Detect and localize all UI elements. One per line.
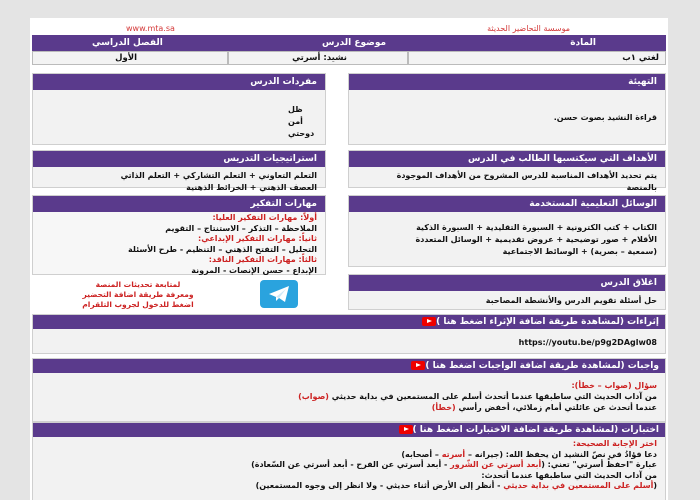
vocab-item: أمن	[288, 117, 303, 126]
thinking-heading: ثالثاً: مهارات التفكير الناقد:	[208, 255, 317, 264]
vocab-box	[32, 73, 326, 145]
site-url[interactable]: www.mta.sa	[126, 24, 175, 33]
topic-value: نشيد: أسرتي	[228, 51, 408, 65]
tests-instruction: اختر الإجابة الصحيحة:	[572, 439, 657, 448]
thinking-heading: ثانياً: مهارات التفكير الإبداعي:	[198, 234, 317, 243]
thinking-line: الملاحظة – التذكر – الاستنتاج – التقويم	[165, 223, 317, 233]
telegram-promo[interactable]	[78, 280, 198, 310]
intro-text: قراءة النشيد بصوت حسن.	[553, 113, 657, 122]
thinking-line: التحليل – التفتح الذهني – التنظيم - طرح الأسئلة	[128, 244, 317, 254]
promo-line: اضغط للدخول لجروب التلقرام	[82, 300, 194, 309]
vocab-item: دوحتي	[288, 129, 315, 138]
tools-line: الأقلام + صور توضيحية + عروض تقديمية + الوسائل المتعددة	[415, 235, 657, 244]
test-question: (أسلم على المستمعين في بداية حديثي - أنظر إلى الأرض أثناء حديثي - ولا انظر إلى وجوه المستمعين)	[255, 481, 657, 490]
youtube-icon[interactable]	[399, 425, 413, 434]
intro-title: التهيئة	[349, 74, 665, 90]
strategies-line: التعلم التعاوني + التعلم التشاركي + التعلم الذاتي	[120, 171, 317, 180]
answer-label: (خطأ)	[431, 403, 456, 412]
homework-title[interactable]: واجبات (لمشاهدة طريقة اضافة الواجبات اضغط هنا )	[425, 361, 659, 371]
youtube-icon[interactable]	[422, 317, 436, 326]
vocab-title: مفردات الدرس	[33, 74, 325, 90]
term-label: الفصل الدراسي	[92, 38, 163, 48]
thinking-box	[32, 195, 326, 275]
strategies-box	[32, 150, 326, 192]
promo-line: لمتابعة تحديثات المنصة	[95, 280, 181, 289]
subject-value: لغتي ١ب	[408, 51, 666, 65]
enrichment-box	[32, 314, 666, 354]
subject-label: المادة	[570, 38, 596, 48]
lesson-plan-page	[30, 18, 668, 500]
enrichment-title[interactable]: إثراءات (لمشاهدة طريقة اضافة الإثراء اضغط هنا )	[436, 317, 659, 327]
youtube-icon[interactable]	[411, 361, 425, 370]
term-value: الأول	[32, 51, 228, 65]
closing-title: اغلاق الدرس	[349, 275, 665, 291]
goals-box	[348, 150, 666, 192]
header-labels-bar	[32, 35, 666, 51]
vocab-item: ظل	[288, 105, 303, 114]
goals-title: الأهداف التي سيكتسبها الطالب في الدرس	[349, 151, 665, 167]
homework-question: عندما أتحدث عن عائلتي أمام زملائي، أخفض رأسي (خطأ)	[431, 403, 657, 412]
telegram-icon[interactable]	[260, 280, 298, 308]
closing-box	[348, 274, 666, 310]
tools-box	[348, 195, 666, 267]
tools-title: الوسائل التعليمية المستخدمة	[349, 196, 665, 212]
tools-line: الكتاب + كتب الكترونية + السبورة التقليدية + السبورة الذكية	[416, 223, 657, 232]
thinking-line: الإبداع - حسن الإنصات - المرونة	[191, 265, 317, 275]
homework-box	[32, 358, 666, 422]
test-question: من آداب الحديث التي ساطبقها عندما أتحدث:	[481, 470, 657, 480]
answer-label: (صواب)	[298, 392, 329, 401]
promo-line: ومعرفة طريقة اضافة التحضير	[82, 290, 194, 299]
topic-label: موضوع الدرس	[322, 38, 387, 48]
goals-line: بالمنصة	[626, 183, 657, 192]
tests-box	[32, 422, 666, 500]
thinking-heading: أولاً: مهارات التفكير العليا:	[212, 213, 317, 222]
test-question: دعا فؤادُ في نصّ النشيد ان يحفظ الله: (جيرانه – أسرته – أصحابه)	[401, 449, 657, 459]
test-question: عبارة "احفظْ أسرتي" تعني: (أبعد أسرتي عن الشّرور - أبعد أسرتي عن الفرح - أبعد أسرتي عن السّعادة)	[251, 460, 657, 469]
homework-question: من آداب الحديث التي ساطبقها عندما أتحدث أسلم على المستمعين في بداية حديثي (صواب)	[298, 392, 657, 401]
closing-text: حل أسئلة تقويم الدرس والأنشطة المصاحبة	[485, 296, 657, 305]
tests-title[interactable]: اختبارات (لمشاهدة طريقة اضافة الاختبارات اضغط هنا )	[412, 425, 659, 435]
strategies-title: استراتيجيات التدريس	[33, 151, 325, 167]
enrichment-url[interactable]: https://youtu.be/p9g2DAglw08	[518, 338, 657, 347]
thinking-title: مهارات التفكير	[33, 196, 325, 212]
goals-line: يتم تحديد الأهداف المناسبة للدرس المشروح من الأهداف الموجودة	[396, 171, 657, 180]
intro-box	[348, 73, 666, 145]
strategies-line: العصف الذهني + الخرائط الذهنية	[186, 183, 317, 192]
tools-line: (سمعية – بصرية) + الوسائط الاجتماعية	[502, 247, 657, 256]
organization-name: موسسة التحاضير الحديثة	[487, 24, 570, 33]
question-type-label: سؤال (صواب – خطأ):	[571, 381, 657, 390]
